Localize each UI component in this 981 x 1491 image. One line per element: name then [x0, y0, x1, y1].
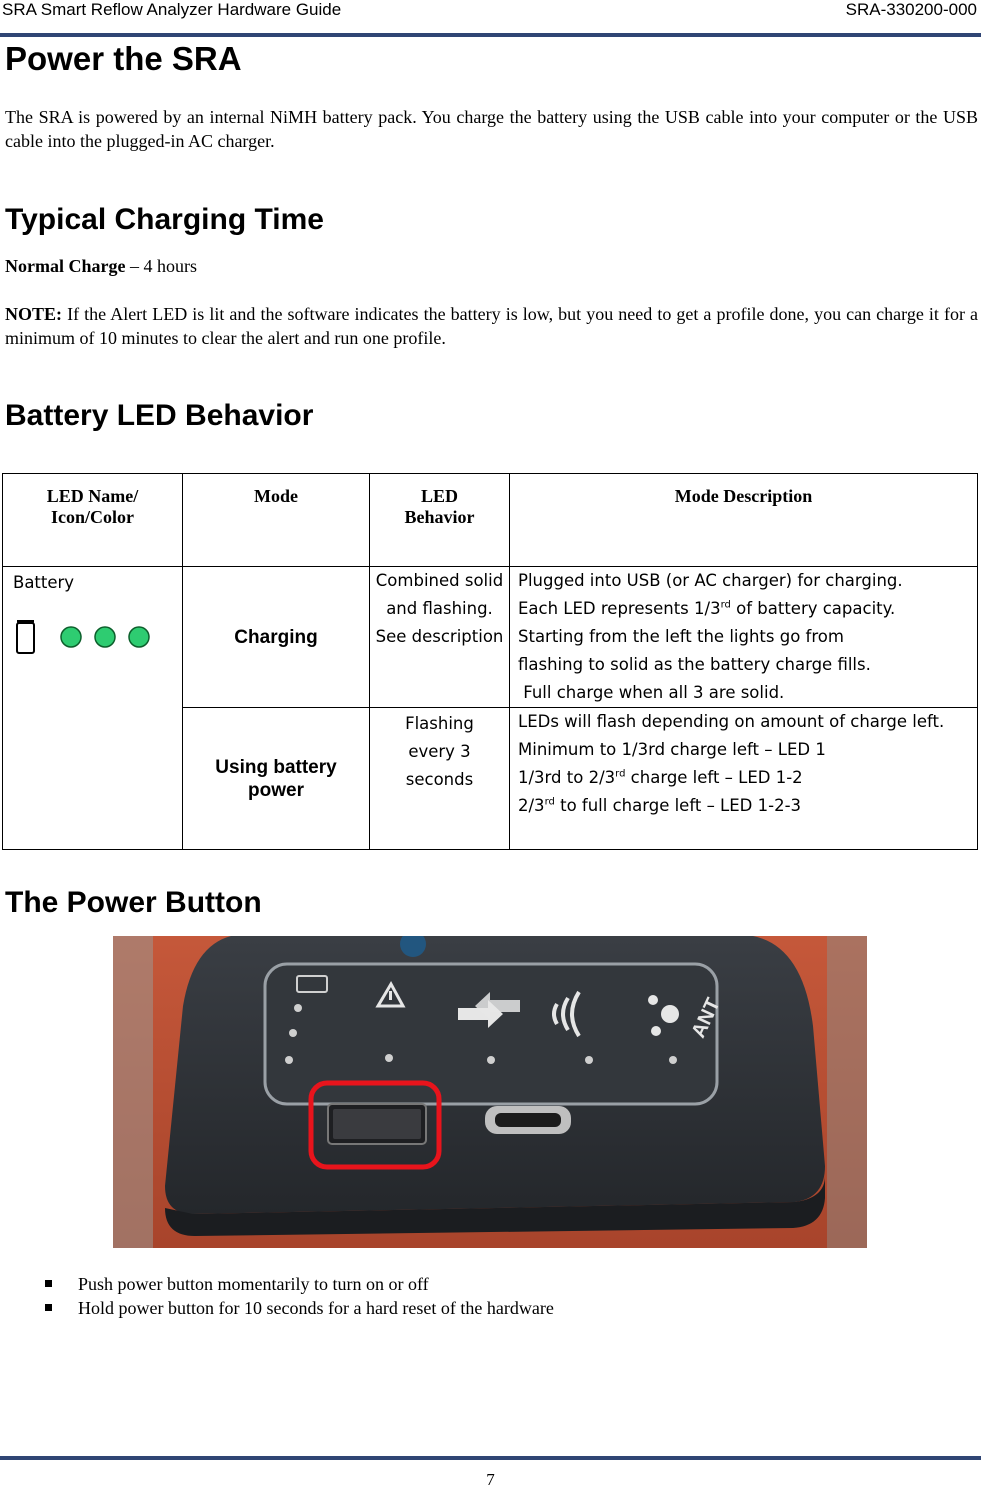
page-number: 7 — [486, 1470, 495, 1489]
desc-battery-line-4-sup: rd — [544, 796, 555, 808]
desc-charging-line-3: Starting from the left the lights go from — [518, 627, 844, 646]
mode-battery-label: Using battery power — [215, 756, 337, 801]
desc-battery-line-3 — [518, 764, 977, 792]
mode-charging-label: Charging — [234, 626, 318, 648]
battery-icon-with-leds — [13, 611, 163, 655]
mode-battery — [183, 708, 370, 850]
note-label: NOTE: — [5, 304, 63, 324]
green-led-3 — [129, 627, 149, 647]
footer-rule — [0, 1456, 981, 1460]
page-header — [0, 0, 981, 22]
desc-charging — [510, 567, 978, 708]
col-header-led-name: LED Name/ Icon/Color — [3, 474, 183, 567]
list-item: Push power button momentarily to turn on or off — [0, 1272, 554, 1296]
desc-charging-line-2-sup: rd — [720, 599, 731, 611]
desc-battery-line-4-text: 2/3 — [518, 796, 545, 815]
normal-charge-line — [5, 254, 978, 278]
desc-charging-line-4: flashing to solid as the battery charge fills. — [518, 655, 871, 674]
desc-charging-line-2 — [518, 595, 977, 623]
led-name-cell — [3, 567, 183, 850]
power-paragraph: The SRA is powered by an internal NiMH battery pack. You charge the battery using the USB cable into your computer or the USB cable into the plugged-in AC charger. — [5, 107, 978, 151]
normal-charge-label: Normal Charge — [5, 256, 126, 276]
note-paragraph — [5, 302, 978, 350]
normal-charge-value: – 4 hours — [125, 256, 197, 276]
desc-battery-line-3-sup: rd — [615, 768, 626, 780]
header-rule — [0, 33, 981, 37]
desc-battery-line-2: Minimum to 1/3rd charge left – LED 1 — [518, 740, 826, 759]
desc-battery — [510, 708, 978, 850]
desc-charging-line-1: Plugged into USB (or AC charger) for charging. — [518, 571, 903, 590]
green-led-2 — [95, 627, 115, 647]
desc-battery-line-4-rest: to full charge left – LED 1-2-3 — [554, 796, 802, 815]
desc-charging-line-2-text: Each LED represents 1/3 — [518, 599, 721, 618]
desc-battery-line-4 — [518, 792, 977, 820]
desc-battery-line-3-text: 1/3rd to 2/3 — [518, 768, 616, 787]
section-title-power-button: The Power Button — [5, 886, 262, 919]
behavior-battery: Flashing every 3 seconds — [370, 708, 510, 850]
col-header-mode-description: Mode Description — [510, 474, 978, 567]
led-behavior-table — [2, 473, 978, 850]
battery-icon — [17, 620, 34, 653]
list-item: Hold power button for 10 seconds for a hard reset of the hardware — [0, 1296, 554, 1320]
table-header-row — [3, 474, 978, 567]
section-title-charging-time: Typical Charging Time — [5, 203, 324, 236]
desc-battery-line-1: LEDs will flash depending on amount of charge left. — [518, 712, 945, 731]
col-header-led-behavior: LED Behavior — [370, 474, 510, 567]
power-button-instructions — [0, 1272, 554, 1320]
section-title-led-behavior: Battery LED Behavior — [5, 399, 314, 432]
mode-charging — [183, 567, 370, 708]
section-title-power: Power the SRA — [5, 40, 242, 77]
led-name: Battery — [13, 573, 75, 592]
power-button-photo — [113, 936, 867, 1248]
note-text: If the Alert LED is lit and the software indicates the battery is low, but you need to get a profile done, you can charge it for a minimum of 10 minutes to clear the alert and run one profile. — [5, 304, 978, 348]
table-row — [3, 567, 978, 708]
green-led-1 — [61, 627, 81, 647]
usb-port-icon — [485, 1106, 571, 1134]
desc-battery-line-3-rest: charge left – LED 1-2 — [625, 768, 803, 787]
col-header-mode: Mode — [183, 474, 370, 567]
desc-charging-line-5: Full charge when all 3 are solid. — [518, 683, 785, 702]
desc-charging-line-2-rest: of battery capacity. — [730, 599, 896, 618]
header-doc-title: SRA Smart Reflow Analyzer Hardware Guide — [2, 0, 342, 19]
header-doc-number: SRA-330200-000 — [845, 0, 977, 19]
ant-label: ANT — [687, 994, 725, 1042]
behavior-charging: Combined solid and flashing. See description — [370, 567, 510, 708]
